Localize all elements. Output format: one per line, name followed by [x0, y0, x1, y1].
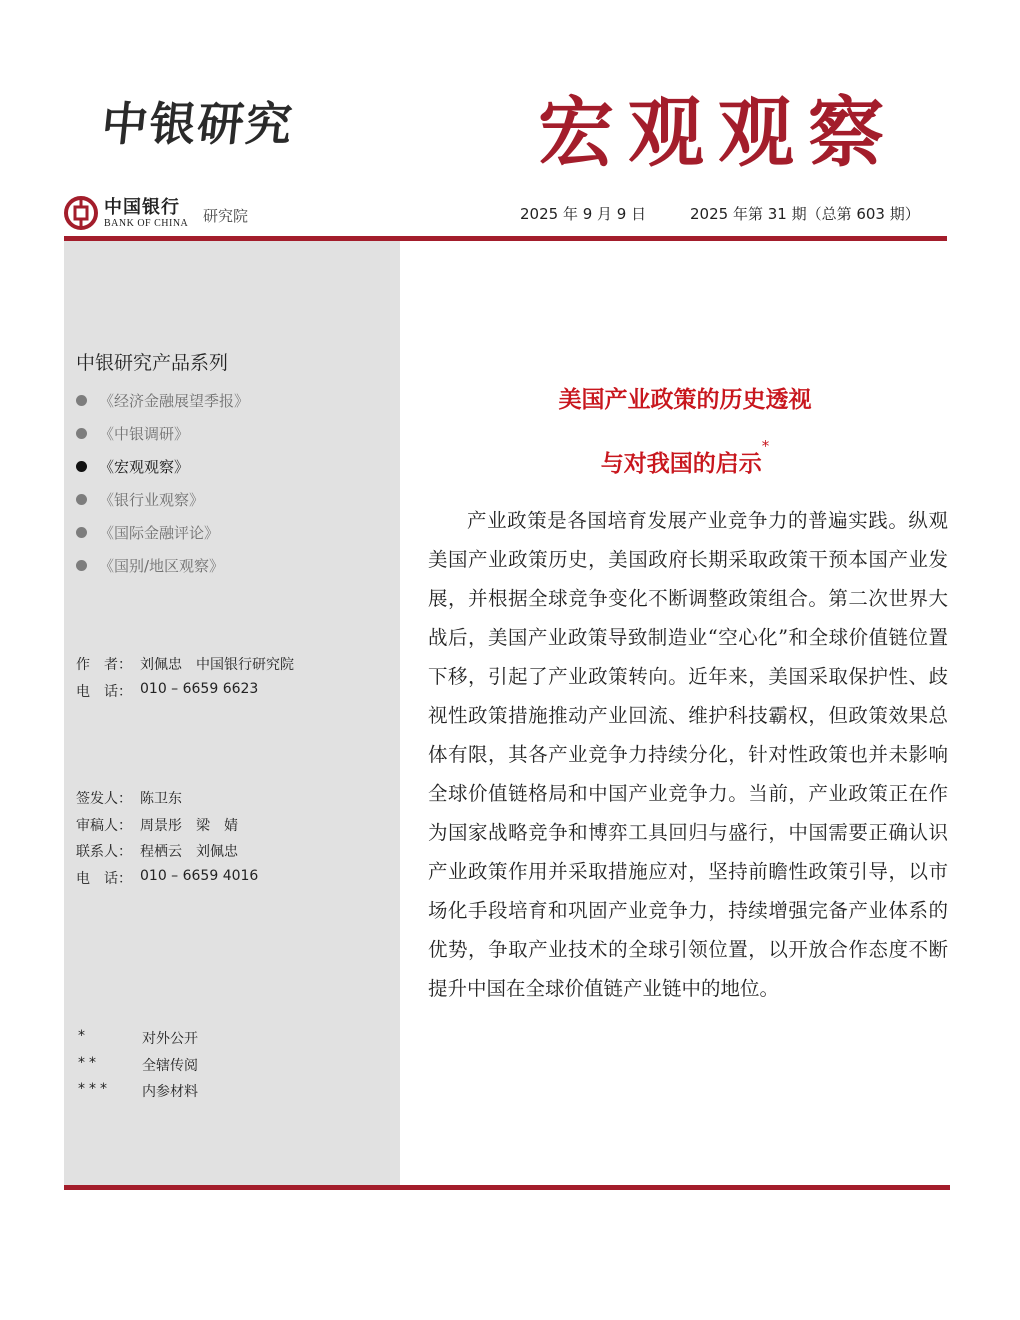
series-item-current — [76, 450, 249, 483]
article-title-line-1: 美国产业政策的历史透视 — [558, 387, 812, 413]
bank-of-china-emblem-icon — [64, 196, 98, 230]
reviewer-line — [76, 815, 258, 842]
bank-name-en: BANK OF CHINA — [104, 218, 189, 229]
signer-line — [76, 788, 258, 815]
legend-mark: *** — [78, 1081, 111, 1097]
bullet-icon — [76, 527, 87, 538]
series-item-label: 《经济金融展望季报》 — [99, 392, 250, 410]
bank-name-cn: 中国银行 — [104, 197, 180, 218]
series-item-label: 《宏观观察》 — [99, 458, 190, 476]
phone-value: 010 – 6659 4016 — [140, 867, 259, 884]
series-title: 中银研究产品系列 — [76, 352, 229, 374]
legend-item — [78, 1055, 198, 1082]
legend-text: 全辖传阅 — [142, 1057, 198, 1074]
distribution-legend — [78, 1028, 198, 1108]
legend-item — [78, 1028, 198, 1055]
author-phone-line — [76, 681, 294, 708]
bullet-icon — [76, 395, 87, 406]
contact-info — [76, 788, 258, 894]
series-item-label: 《国别/地区观察》 — [99, 557, 225, 575]
legend-mark: * — [78, 1028, 89, 1044]
contact-value: 程栖云 刘佩忠 — [140, 844, 238, 860]
series-item-label: 《中银调研》 — [99, 425, 190, 443]
issue-number: 2025 年第 31 期（总第 603 期） — [690, 205, 920, 223]
contact-label: 联系人： — [76, 844, 132, 860]
author-line — [76, 654, 294, 681]
issue-date: 2025 年 9 月 9 日 — [520, 205, 647, 223]
footer-divider — [64, 1185, 950, 1190]
series-item — [76, 483, 249, 516]
series-item — [76, 549, 249, 582]
footnote-marker: * — [761, 437, 770, 455]
bullet-icon — [76, 494, 87, 505]
author-label: 作 者： — [76, 657, 132, 673]
article-abstract: 产业政策是各国培育发展产业竞争力的普遍实践。纵观美国产业政策历史，美国政府长期采取政策干预本国产业发展，并根据全球竞争变化不断调整政策组合。第二次世界大战后，美国产业政策导致制造业“空心化”和全球价值链位置下移，引起了产业政策转向。近年来，美国采取保护性、歧视性政策措施推动产业回流、维护科技霸权，但政策效果总体有限，其各产业竞争力持续分化，针对性政策也并未影响全球价值链格局和中国产业竞争力。当前，产业政策正在作为国家战略竞争和博弈工具回归与盛行，中国需要正确认识产业政策作用并采取措施应对，坚持前瞻性政策引导，以市场化手段培育和巩固产业竞争力，持续增强完备产业体系的优势，争取产业技术的全球引领位置，以开放合作态度不断提升中国在全球价值链产业链中的地位。 — [428, 509, 948, 1000]
legend-mark: ** — [78, 1054, 100, 1071]
series-item — [76, 516, 249, 549]
publication-title: 宏观观察 — [538, 88, 898, 177]
phone-value: 010 – 6659 6623 — [140, 680, 259, 697]
series-item — [76, 384, 249, 417]
series-item — [76, 417, 249, 450]
signer-label: 签发人： — [76, 791, 132, 807]
series-list — [76, 384, 249, 582]
signer-value: 陈卫东 — [140, 791, 182, 807]
bullet-icon — [76, 461, 87, 472]
contact-line — [76, 841, 258, 868]
series-item-label: 《银行业观察》 — [99, 491, 205, 509]
reviewer-label: 审稿人： — [76, 817, 132, 834]
contact-phone-line — [76, 868, 258, 895]
bullet-icon — [76, 428, 87, 439]
research-logo: 中银研究 — [98, 97, 297, 151]
phone-label: 电 话： — [76, 870, 132, 887]
author-value: 刘佩忠 中国银行研究院 — [140, 657, 294, 673]
article-title-text: 与对我国的启示 — [600, 451, 762, 477]
phone-label: 电 话： — [76, 683, 132, 700]
legend-text: 内参材料 — [142, 1084, 198, 1100]
legend-text: 对外公开 — [142, 1031, 198, 1047]
article-title-line-2 — [420, 437, 950, 478]
author-info — [76, 654, 294, 707]
series-item-label: 《国际金融评论》 — [99, 524, 220, 542]
institute-label: 研究院 — [203, 207, 249, 225]
reviewer-value: 周景彤 梁 婧 — [140, 817, 238, 834]
bullet-icon — [76, 560, 87, 571]
legend-item — [78, 1081, 198, 1108]
